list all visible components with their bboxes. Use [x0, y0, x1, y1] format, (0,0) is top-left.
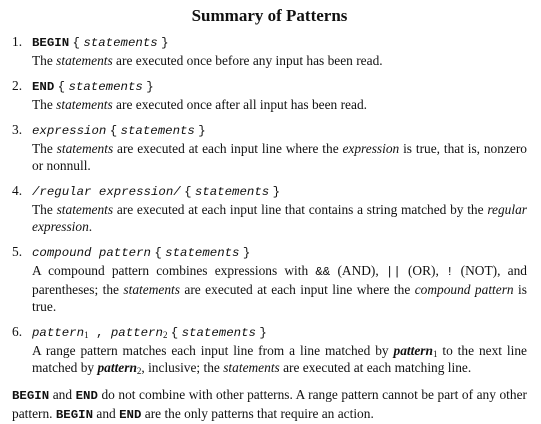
and-operator: &&	[315, 265, 331, 279]
expression-pattern: expression	[32, 124, 107, 138]
statements-term: statements	[123, 282, 180, 297]
expression-term: expression	[342, 141, 400, 156]
statements-term: statements	[194, 185, 270, 199]
pattern-syntax	[32, 182, 527, 201]
pattern-item-regex	[12, 182, 527, 235]
subscript-2: 2	[136, 366, 142, 376]
text: (NOT), and parentheses; the	[32, 263, 527, 297]
keyword-begin: BEGIN	[32, 36, 70, 50]
text: , inclusive; the	[141, 360, 224, 375]
pattern-2-term: pattern	[97, 360, 137, 375]
brace-close: }	[146, 80, 154, 94]
brace-open: {	[72, 36, 80, 50]
item-number: 1.	[12, 34, 23, 49]
statements-term: statements	[56, 53, 113, 68]
pattern-description	[32, 201, 527, 235]
brace-open: {	[184, 185, 192, 199]
text: are executed at each input line where the	[179, 282, 415, 297]
pattern-1-term: pattern	[393, 343, 433, 358]
statements-term: statements	[83, 36, 158, 50]
pattern-item-range	[12, 323, 527, 376]
text: do not combine with other patterns. A range pattern cannot be part of any other pattern.	[12, 387, 527, 421]
regex-term: regular expression	[32, 202, 527, 234]
pattern-syntax	[32, 121, 527, 140]
pattern-item-expression	[12, 121, 527, 174]
text: are executed at each input line where the	[113, 141, 343, 156]
brace-open: {	[154, 246, 162, 260]
pattern-description	[32, 96, 527, 113]
brace-close: }	[242, 246, 251, 260]
text: to the next line matched by	[32, 343, 527, 375]
item-number: 3.	[12, 122, 23, 137]
statements-term: statements	[56, 97, 113, 112]
statements-term: statements	[181, 326, 256, 340]
statements-term: statements	[68, 80, 143, 94]
brace-open: {	[170, 326, 179, 340]
text: The	[32, 202, 57, 217]
pattern-syntax	[32, 243, 527, 262]
item-number: 2.	[12, 78, 23, 93]
subscript-1: 1	[432, 349, 438, 359]
text: are executed at each input line that contains a string matched by the	[113, 202, 488, 217]
text: The	[32, 53, 57, 68]
text: is true.	[32, 282, 527, 314]
statements-term: statements	[56, 202, 114, 217]
keyword-end: END	[75, 389, 98, 403]
pattern-syntax	[32, 77, 527, 96]
page-title: Summary of Patterns	[191, 6, 348, 25]
keyword-end: END	[32, 80, 55, 94]
pattern-description	[32, 262, 527, 315]
keyword-begin: BEGIN	[55, 408, 94, 422]
compound-term: compound pattern	[414, 282, 514, 297]
item-number: 5.	[12, 244, 23, 259]
statements-term: statements	[56, 141, 114, 156]
pattern-description	[32, 140, 527, 174]
text: (AND),	[330, 263, 386, 278]
pattern-item-begin	[12, 33, 527, 69]
not-operator: !	[446, 265, 454, 279]
comma: ,	[88, 326, 111, 340]
keyword-begin: BEGIN	[12, 389, 50, 403]
pattern-description	[32, 52, 527, 69]
brace-close: }	[259, 326, 267, 340]
keyword-end: END	[119, 408, 142, 422]
pattern-description	[32, 342, 527, 376]
pattern-2: pattern	[110, 326, 163, 340]
pattern-syntax	[32, 323, 527, 342]
regex-pattern: /regular expression/	[32, 185, 181, 199]
text: A range pattern matches each input line from a line matched by	[32, 343, 394, 358]
brace-close: }	[198, 124, 206, 138]
or-operator: ||	[385, 265, 401, 279]
subscript-2: 2	[162, 330, 168, 340]
text: The	[32, 141, 57, 156]
text: and	[49, 387, 76, 402]
text: .	[88, 219, 93, 234]
brace-close: }	[272, 185, 281, 199]
pattern-item-compound	[12, 243, 527, 315]
brace-close: }	[161, 36, 169, 50]
subscript-1: 1	[84, 330, 89, 340]
text: is true, that is, nonzero or nonnull.	[32, 141, 527, 173]
footer-note	[12, 386, 527, 424]
item-number: 6.	[12, 324, 23, 339]
pattern-item-end	[12, 77, 527, 113]
statements-term: statements	[120, 124, 195, 138]
text: are executed at each matching line.	[279, 360, 472, 375]
brace-open: {	[109, 124, 118, 138]
text: are executed once before any input has been read.	[112, 53, 383, 68]
pattern-1: pattern	[32, 326, 85, 340]
text: (OR),	[400, 263, 447, 278]
text: A compound pattern combines expressions with	[32, 263, 316, 278]
brace-open: {	[57, 80, 66, 94]
pattern-syntax	[32, 33, 527, 52]
statements-term: statements	[223, 360, 280, 375]
item-number: 4.	[12, 183, 23, 198]
text: The	[32, 97, 57, 112]
text: are the only patterns that require an action.	[141, 406, 374, 421]
text: and	[93, 406, 120, 421]
statements-term: statements	[165, 246, 240, 260]
compound-pattern: compound pattern	[32, 246, 151, 260]
text: are executed once after all input has been read.	[112, 97, 367, 112]
